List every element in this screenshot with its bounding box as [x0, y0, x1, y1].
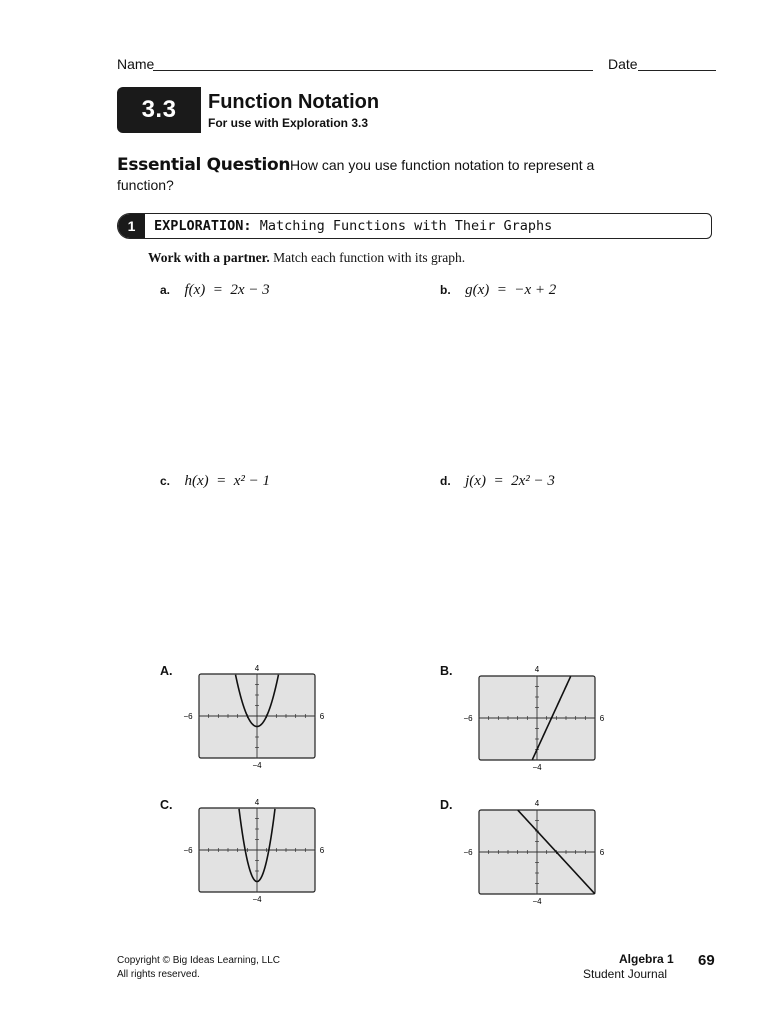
date-label: Date [608, 56, 638, 72]
book-title: Algebra 1 [619, 952, 674, 966]
item-letter: c. [160, 474, 171, 488]
exploration-instructions [148, 250, 465, 266]
essential-question-text: How can you use function notation to represent a [290, 157, 595, 173]
section-number-badge: 3.3 [117, 87, 201, 133]
name-label: Name [117, 56, 155, 72]
tick-label-bottom: −4 [252, 895, 262, 904]
exploration-title: Matching Functions with Their Graphs [259, 218, 553, 234]
tick-label-left: −6 [183, 846, 193, 855]
item-c [160, 472, 270, 490]
tick-label-right: 6 [599, 848, 605, 857]
rights-text: All rights reserved. [117, 969, 200, 980]
item-letter: b. [440, 283, 451, 297]
date-field[interactable] [638, 70, 716, 71]
tick-label-top: 4 [534, 665, 540, 674]
essential-question-text-cont: function? [117, 177, 174, 193]
tick-label-bottom: −4 [252, 761, 262, 770]
function-expression: f(x) = 2x − 3 [184, 282, 270, 298]
graph-d [450, 794, 620, 906]
graph-b [450, 660, 620, 772]
tick-label-left: −6 [463, 848, 473, 857]
instruction-bold: Work with a partner. [148, 250, 270, 265]
section-title: Function Notation [208, 91, 380, 113]
function-expression: h(x) = x² − 1 [184, 473, 271, 489]
tick-label-bottom: −4 [532, 763, 542, 772]
tick-label-left: −6 [183, 712, 193, 721]
graph-letter-a: A. [160, 664, 173, 678]
item-letter: d. [440, 474, 451, 488]
graph-letter-c: C. [160, 798, 173, 812]
exploration-number: 1 [118, 214, 145, 238]
graph-c [170, 794, 340, 906]
function-expression: g(x) = −x + 2 [465, 282, 557, 298]
page-number: 69 [698, 952, 715, 969]
tick-label-right: 6 [319, 712, 325, 721]
name-field[interactable] [153, 70, 593, 71]
tick-label-top: 4 [254, 798, 260, 807]
tick-label-top: 4 [534, 799, 540, 808]
tick-label-bottom: −4 [532, 897, 542, 906]
item-a [160, 281, 270, 299]
graph-letter-d: D. [440, 798, 453, 812]
footer-copyright [117, 954, 280, 982]
graph-letter-b: B. [440, 664, 453, 678]
tick-label-right: 6 [319, 846, 325, 855]
instruction-text: Match each function with its graph. [269, 250, 466, 265]
tick-label-left: −6 [463, 714, 473, 723]
exploration-heading [154, 218, 552, 234]
item-b [440, 281, 556, 299]
copyright-text: Copyright © Big Ideas Learning, LLC [117, 955, 281, 966]
item-letter: a. [160, 283, 171, 297]
tick-label-top: 4 [254, 664, 260, 673]
function-expression: j(x) = 2x² − 3 [465, 473, 555, 489]
tick-label-right: 6 [599, 714, 605, 723]
item-d [440, 472, 555, 490]
exploration-label: EXPLORATION: [154, 218, 252, 234]
journal-title: Student Journal [583, 967, 668, 981]
essential-question-heading: Essential Question [117, 155, 291, 175]
section-subtitle: For use with Exploration 3.3 [208, 116, 369, 130]
graph-a [170, 660, 340, 772]
